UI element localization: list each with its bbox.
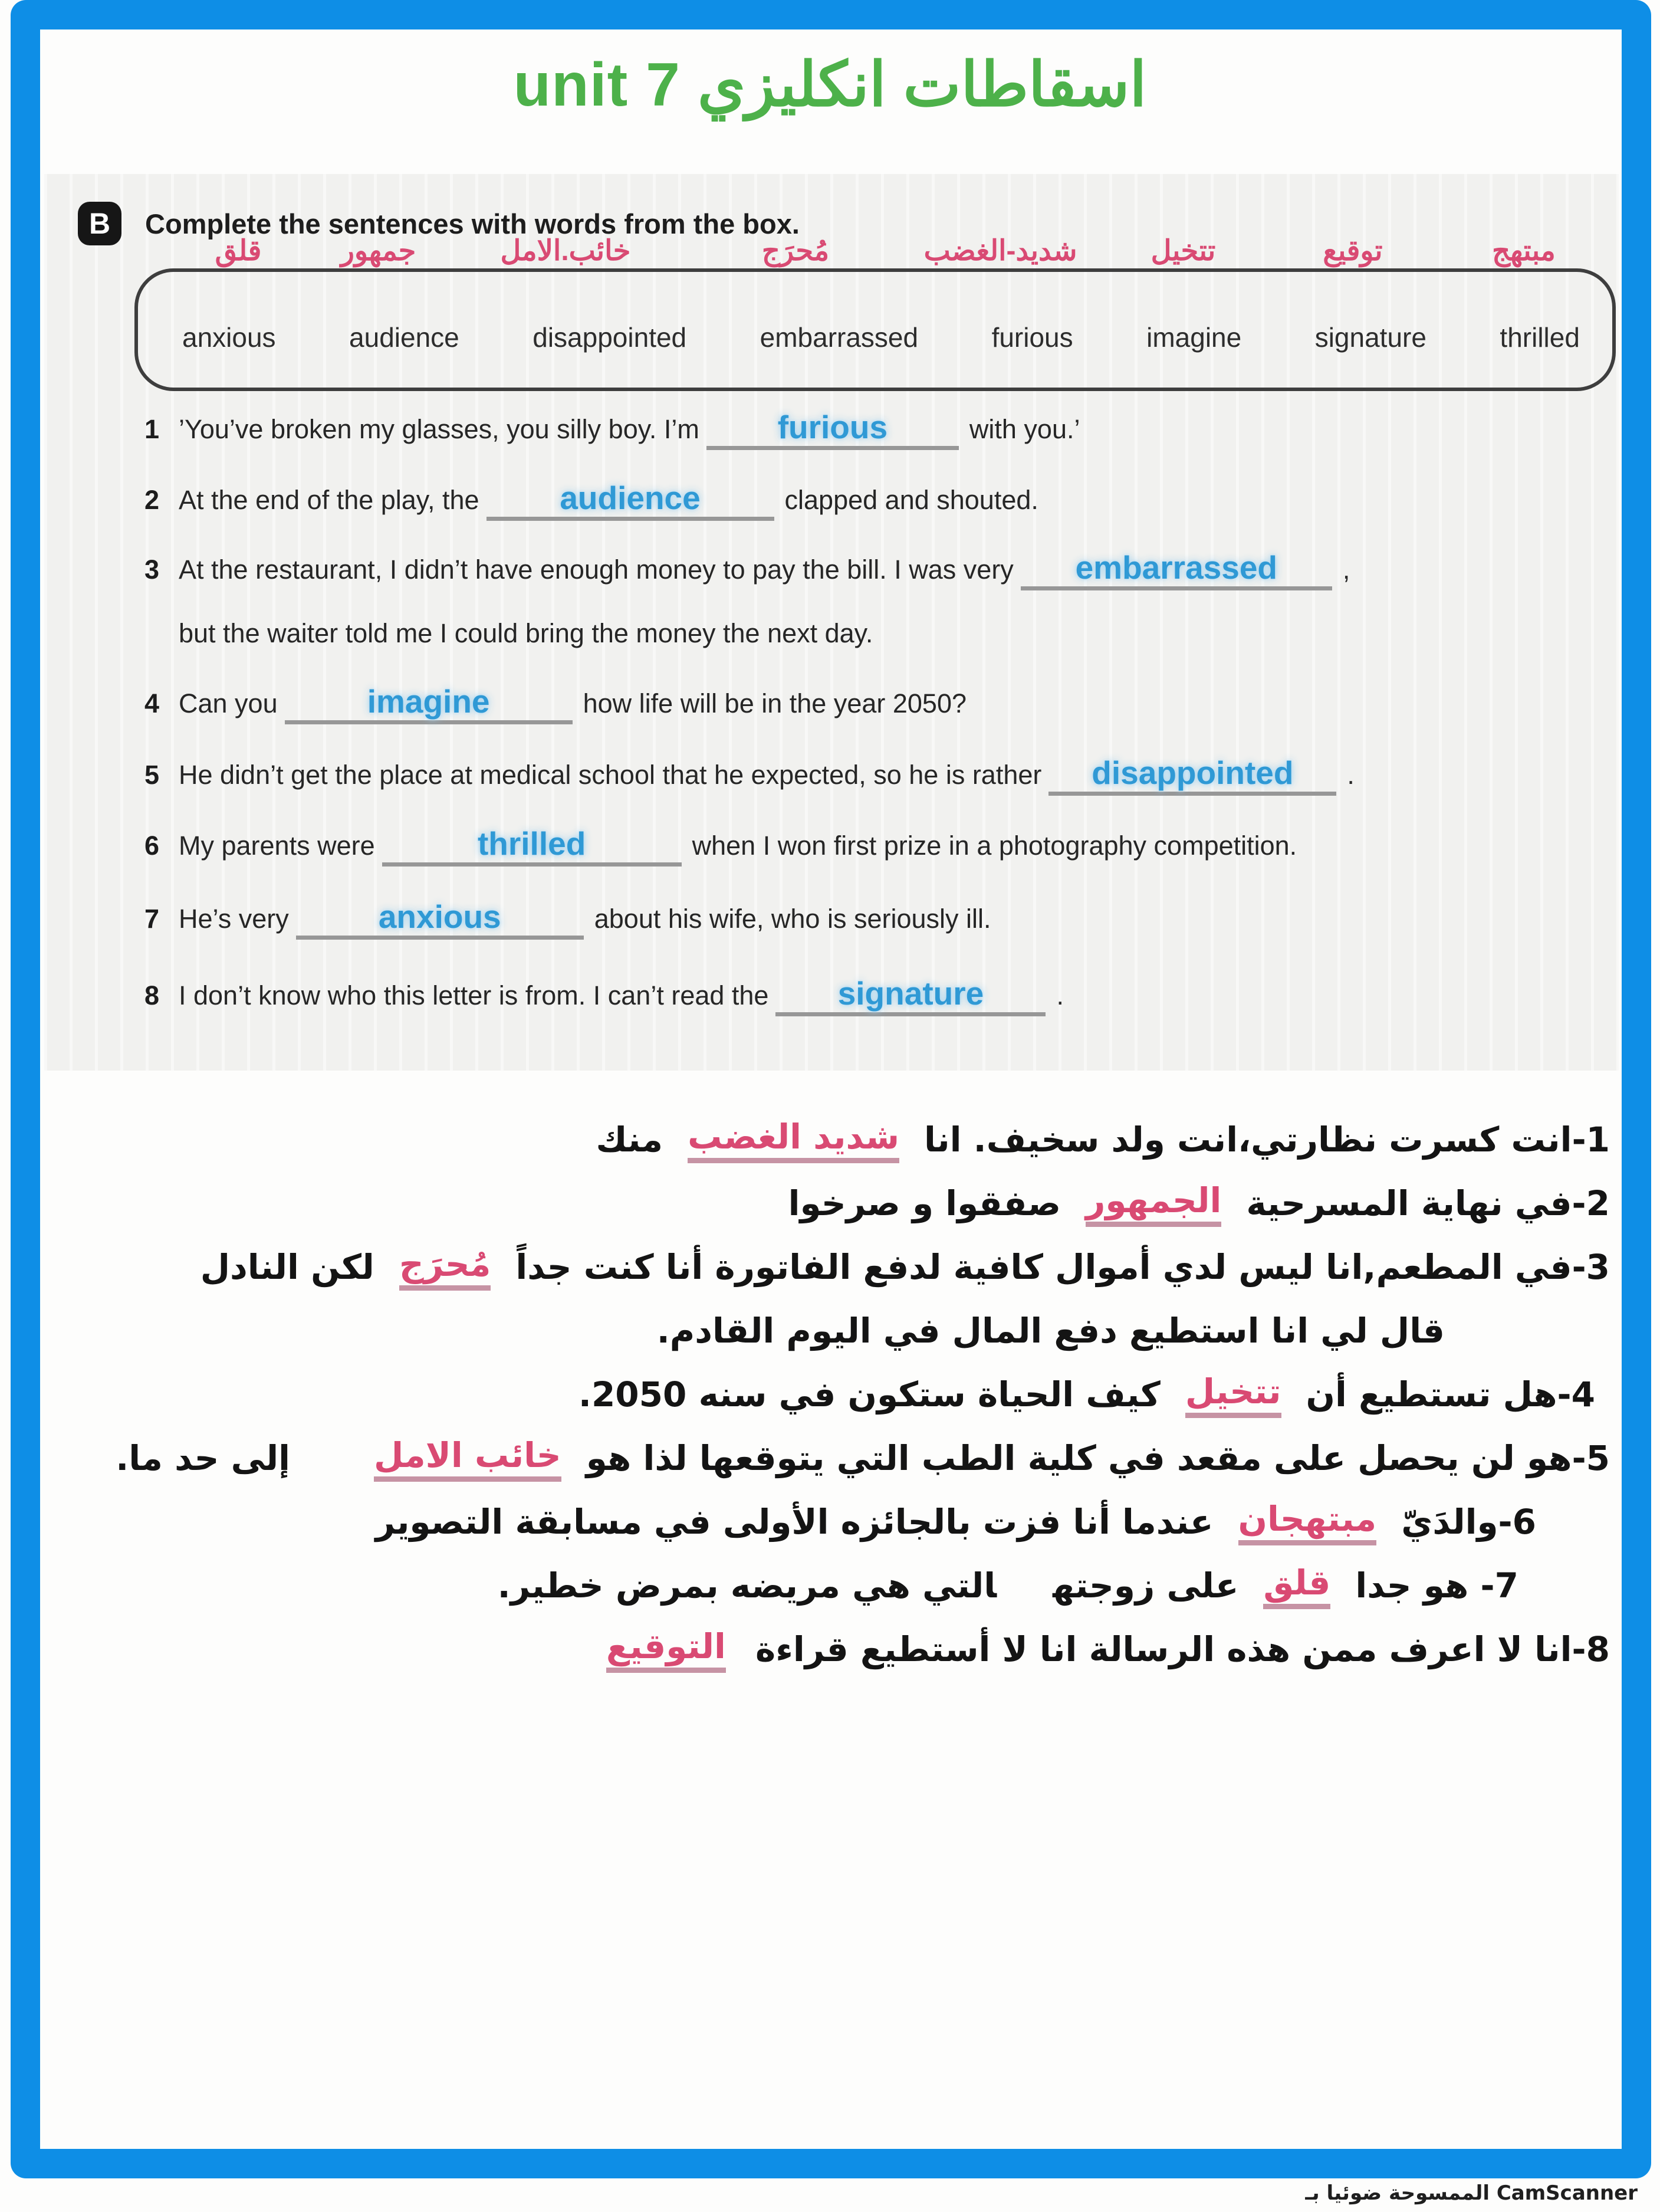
sentence-blank	[487, 482, 774, 521]
handwritten-answer: imagine	[367, 683, 490, 720]
sentence-number: 3	[144, 554, 160, 585]
word-box	[134, 235, 1616, 391]
translation-text: كيف الحياة ستكون في سنه 2050.	[578, 1374, 1161, 1415]
sentence-text: ,	[1342, 554, 1350, 585]
handwritten-answer: audience	[560, 480, 701, 516]
sentence-text: At the restaurant, I didn’t have enough money to pay the bill. I was very	[179, 554, 1014, 585]
sentence-blank	[775, 977, 1046, 1016]
translation-highlight: التوقيع	[606, 1628, 726, 1673]
translation-text: 7- هو جدا	[1355, 1566, 1518, 1606]
sentence-number: 1	[144, 414, 160, 444]
sentence-text: He didn’t get the place at medical school that he expected, so he is rather	[179, 760, 1042, 790]
word-box-arabic-label: توقيع	[1323, 235, 1383, 267]
word-box-arabic-label: جمهور	[340, 235, 416, 267]
translation-highlight: خائب الامل	[374, 1437, 561, 1482]
word-box-arabic-label: قلق	[215, 235, 262, 267]
translation-text: على زوجته	[1053, 1566, 1239, 1606]
sentence-number: 8	[144, 980, 160, 1010]
sentence-text: .	[1056, 980, 1064, 1010]
word-box-arabic-label: مُحرَج	[761, 235, 830, 267]
sentence	[144, 754, 1355, 796]
translation-line	[71, 1426, 1610, 1490]
sentence-number: 6	[144, 831, 160, 861]
word-box-word: imagine	[1146, 322, 1242, 353]
translation-line	[71, 1363, 1610, 1426]
sentence-number: 4	[144, 688, 160, 718]
sentence-text: clapped and shouted.	[784, 485, 1038, 515]
word-box-word: thrilled	[1500, 322, 1580, 353]
sentence-text: about his wife, who is seriously ill.	[594, 904, 991, 934]
exercise-instruction: Complete the sentences with words from the box.	[145, 208, 800, 239]
word-box-word: embarrassed	[760, 322, 919, 353]
word-box-arabic-label: مبتهج	[1492, 235, 1556, 267]
translation-highlight: الجمهور	[1086, 1182, 1221, 1227]
sentence	[144, 825, 1297, 867]
translation-highlight: مبتهجان	[1238, 1501, 1377, 1545]
sentence-text: with you.’	[969, 414, 1080, 444]
sentence	[144, 898, 991, 940]
word-box-words	[138, 321, 1612, 353]
sentence-text: when I won first prize in a photography competition.	[692, 831, 1297, 861]
translation-highlight: شديد الغضب	[688, 1118, 899, 1163]
sentence	[144, 411, 1080, 450]
translation-text: صفقوا و صرخوا	[788, 1183, 1061, 1223]
word-box-word: anxious	[182, 322, 276, 353]
sentence-text: ’You’ve broken my glasses, you silly boy. I’m	[179, 414, 699, 444]
handwritten-answer: signature	[837, 975, 984, 1012]
sentence-blank	[296, 898, 584, 940]
translation-text: 8-انا لا اعرف ممن هذه الرسالة انا لا أستطيع قراءة	[755, 1629, 1610, 1669]
word-box-arabic-label: شديد-الغضب	[923, 235, 1077, 267]
sentence-blank	[1021, 549, 1332, 590]
translation-line	[71, 1171, 1610, 1235]
translation-text: 1-انت كسرت نظارتي،انت ولد سخيف. انا	[924, 1120, 1610, 1160]
translation-text: 3-في المطعم,انا ليس لدي أموال كافية لدفع الفاتورة أنا كنت جداً	[515, 1247, 1610, 1287]
sentence-blank	[706, 411, 959, 450]
sentence	[144, 977, 1064, 1016]
sentence-text: how life will be in the year 2050?	[583, 688, 967, 718]
word-box-arabic-label: خائب.الامل	[500, 235, 631, 267]
translation-text: 6-والدَيّ	[1401, 1502, 1536, 1542]
translation-line	[71, 1108, 1610, 1171]
handwritten-answer: thrilled	[477, 825, 586, 862]
camscanner-watermark: الممسوحة ضوئيا بـ CamScanner	[1305, 2181, 1638, 2205]
sentence-text: Can you	[179, 688, 278, 718]
translation-line	[71, 1299, 1610, 1363]
sentence-continuation	[179, 618, 873, 649]
sentence-blank	[1048, 754, 1336, 796]
translation-text: قال لي انا استطيع دفع المال في اليوم القادم.	[656, 1311, 1445, 1351]
handwritten-answer: furious	[777, 409, 888, 445]
translation-line	[71, 1554, 1610, 1617]
sentence-text: At the end of the play, the	[179, 485, 479, 515]
translation-line	[71, 1490, 1610, 1554]
translation-text: 2-في نهاية المسرحية	[1246, 1183, 1610, 1223]
word-box-word: audience	[349, 322, 459, 353]
sentence	[144, 685, 967, 724]
word-box-arabic-label: تتخيل	[1151, 235, 1216, 267]
translation-line	[71, 1235, 1610, 1299]
sentence-text: My parents were	[179, 831, 375, 861]
translation-text: عندما أنا فزت بالجائزه الأولى في مسابقة التصوير	[375, 1502, 1214, 1542]
sentence-text: He’s very	[179, 904, 289, 934]
sentence-text: but the waiter told me I could bring the money the next day.	[179, 618, 873, 648]
sentence-blank	[285, 685, 573, 724]
word-box-word: disappointed	[532, 322, 687, 353]
sentence-number: 2	[144, 485, 160, 515]
translation-text: لكن النادل	[200, 1247, 374, 1287]
sentence-text: I don’t know who this letter is from. I can’t read the	[179, 980, 769, 1010]
arabic-translation-block	[71, 1108, 1610, 1681]
translation-text: 4-هل تستطيع أن	[1306, 1374, 1595, 1415]
translation-highlight: مُحرَج	[399, 1246, 491, 1291]
sentence-text: .	[1347, 760, 1355, 790]
section-b-badge: B	[78, 202, 121, 245]
sentence	[144, 549, 1350, 590]
handwritten-answer: disappointed	[1092, 754, 1294, 791]
word-box-word: furious	[991, 322, 1073, 353]
sentence	[144, 482, 1038, 521]
sentence-number: 7	[144, 904, 160, 934]
handwritten-answer: anxious	[378, 898, 501, 935]
word-box-word: signature	[1314, 322, 1426, 353]
translation-text: التي هي مريضه بمرض خطير.	[497, 1566, 997, 1606]
handwritten-answer: embarrassed	[1075, 549, 1278, 586]
translation-text: إلى حد ما.	[116, 1438, 290, 1478]
translation-highlight: تتخيل	[1185, 1373, 1281, 1418]
translation-text: 5-هو لن يحصل على مقعد في كلية الطب التي يتوقعها لذا هو	[586, 1438, 1610, 1478]
translation-highlight: قلق	[1263, 1564, 1330, 1609]
translation-line	[71, 1617, 1610, 1681]
sentence-blank	[382, 825, 682, 867]
sentence-number: 5	[144, 760, 160, 790]
translation-text: منك	[596, 1120, 663, 1160]
page-title: اسقاطات انكليزي unit 7	[513, 51, 1147, 119]
